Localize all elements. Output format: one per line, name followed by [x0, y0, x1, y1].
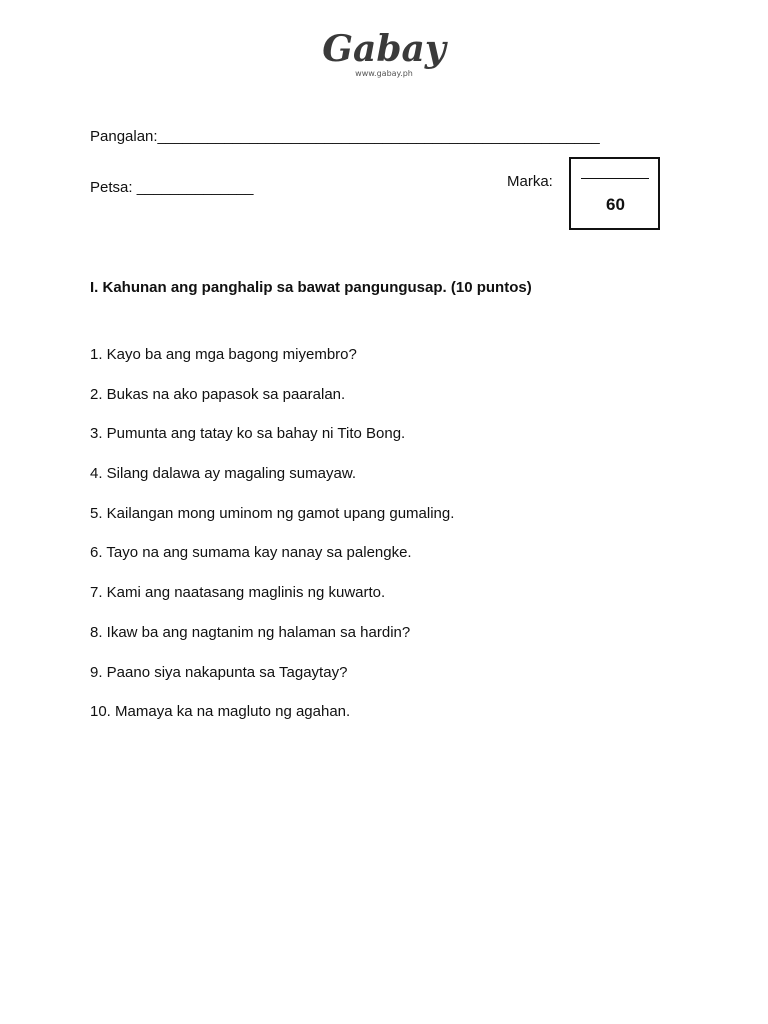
exercise-item: 5. Kailangan mong uminom ng gamot upang gumaling.: [90, 504, 455, 522]
score-blank-line: [581, 178, 649, 179]
exercise-item: 8. Ikaw ba ang nagtanim ng halaman sa hardin?: [90, 623, 411, 641]
exercise-item: 6. Tayo na ang sumama kay nanay sa palengke.: [90, 544, 412, 562]
logo-url: www.gabay.ph: [355, 69, 413, 78]
logo-wordmark: Gabay: [322, 28, 446, 70]
section-instructions: I. Kahunan ang panghalip sa bawat pangungusap. (10 puntos): [90, 279, 532, 296]
exercise-item: 9. Paano siya nakapunta sa Tagaytay?: [90, 663, 348, 681]
score-total: 60: [606, 195, 625, 214]
exercise-item: 3. Pumunta ang tatay ko sa bahay ni Tito Bong.: [90, 425, 406, 443]
exercise-item: 7. Kami ang naatasang maglinis ng kuwarto.: [90, 584, 386, 602]
exercise-item: 1. Kayo ba ang mga bagong miyembro?: [90, 346, 357, 363]
exercise-item: 10. Mamaya ka na magluto ng agahan.: [90, 703, 351, 721]
exercise-item: 4. Silang dalawa ay magaling sumayaw.: [90, 465, 356, 483]
date-field: Petsa: ______________: [90, 179, 254, 196]
name-field: Pangalan:_____________________________________________________: [90, 128, 600, 145]
score-box: [569, 157, 660, 230]
score-label: Marka:: [507, 173, 553, 190]
exercise-item: 2. Bukas na ako papasok sa paaralan.: [90, 385, 346, 403]
exercise-list: [90, 346, 454, 743]
gabay-logo: [0, 30, 768, 79]
